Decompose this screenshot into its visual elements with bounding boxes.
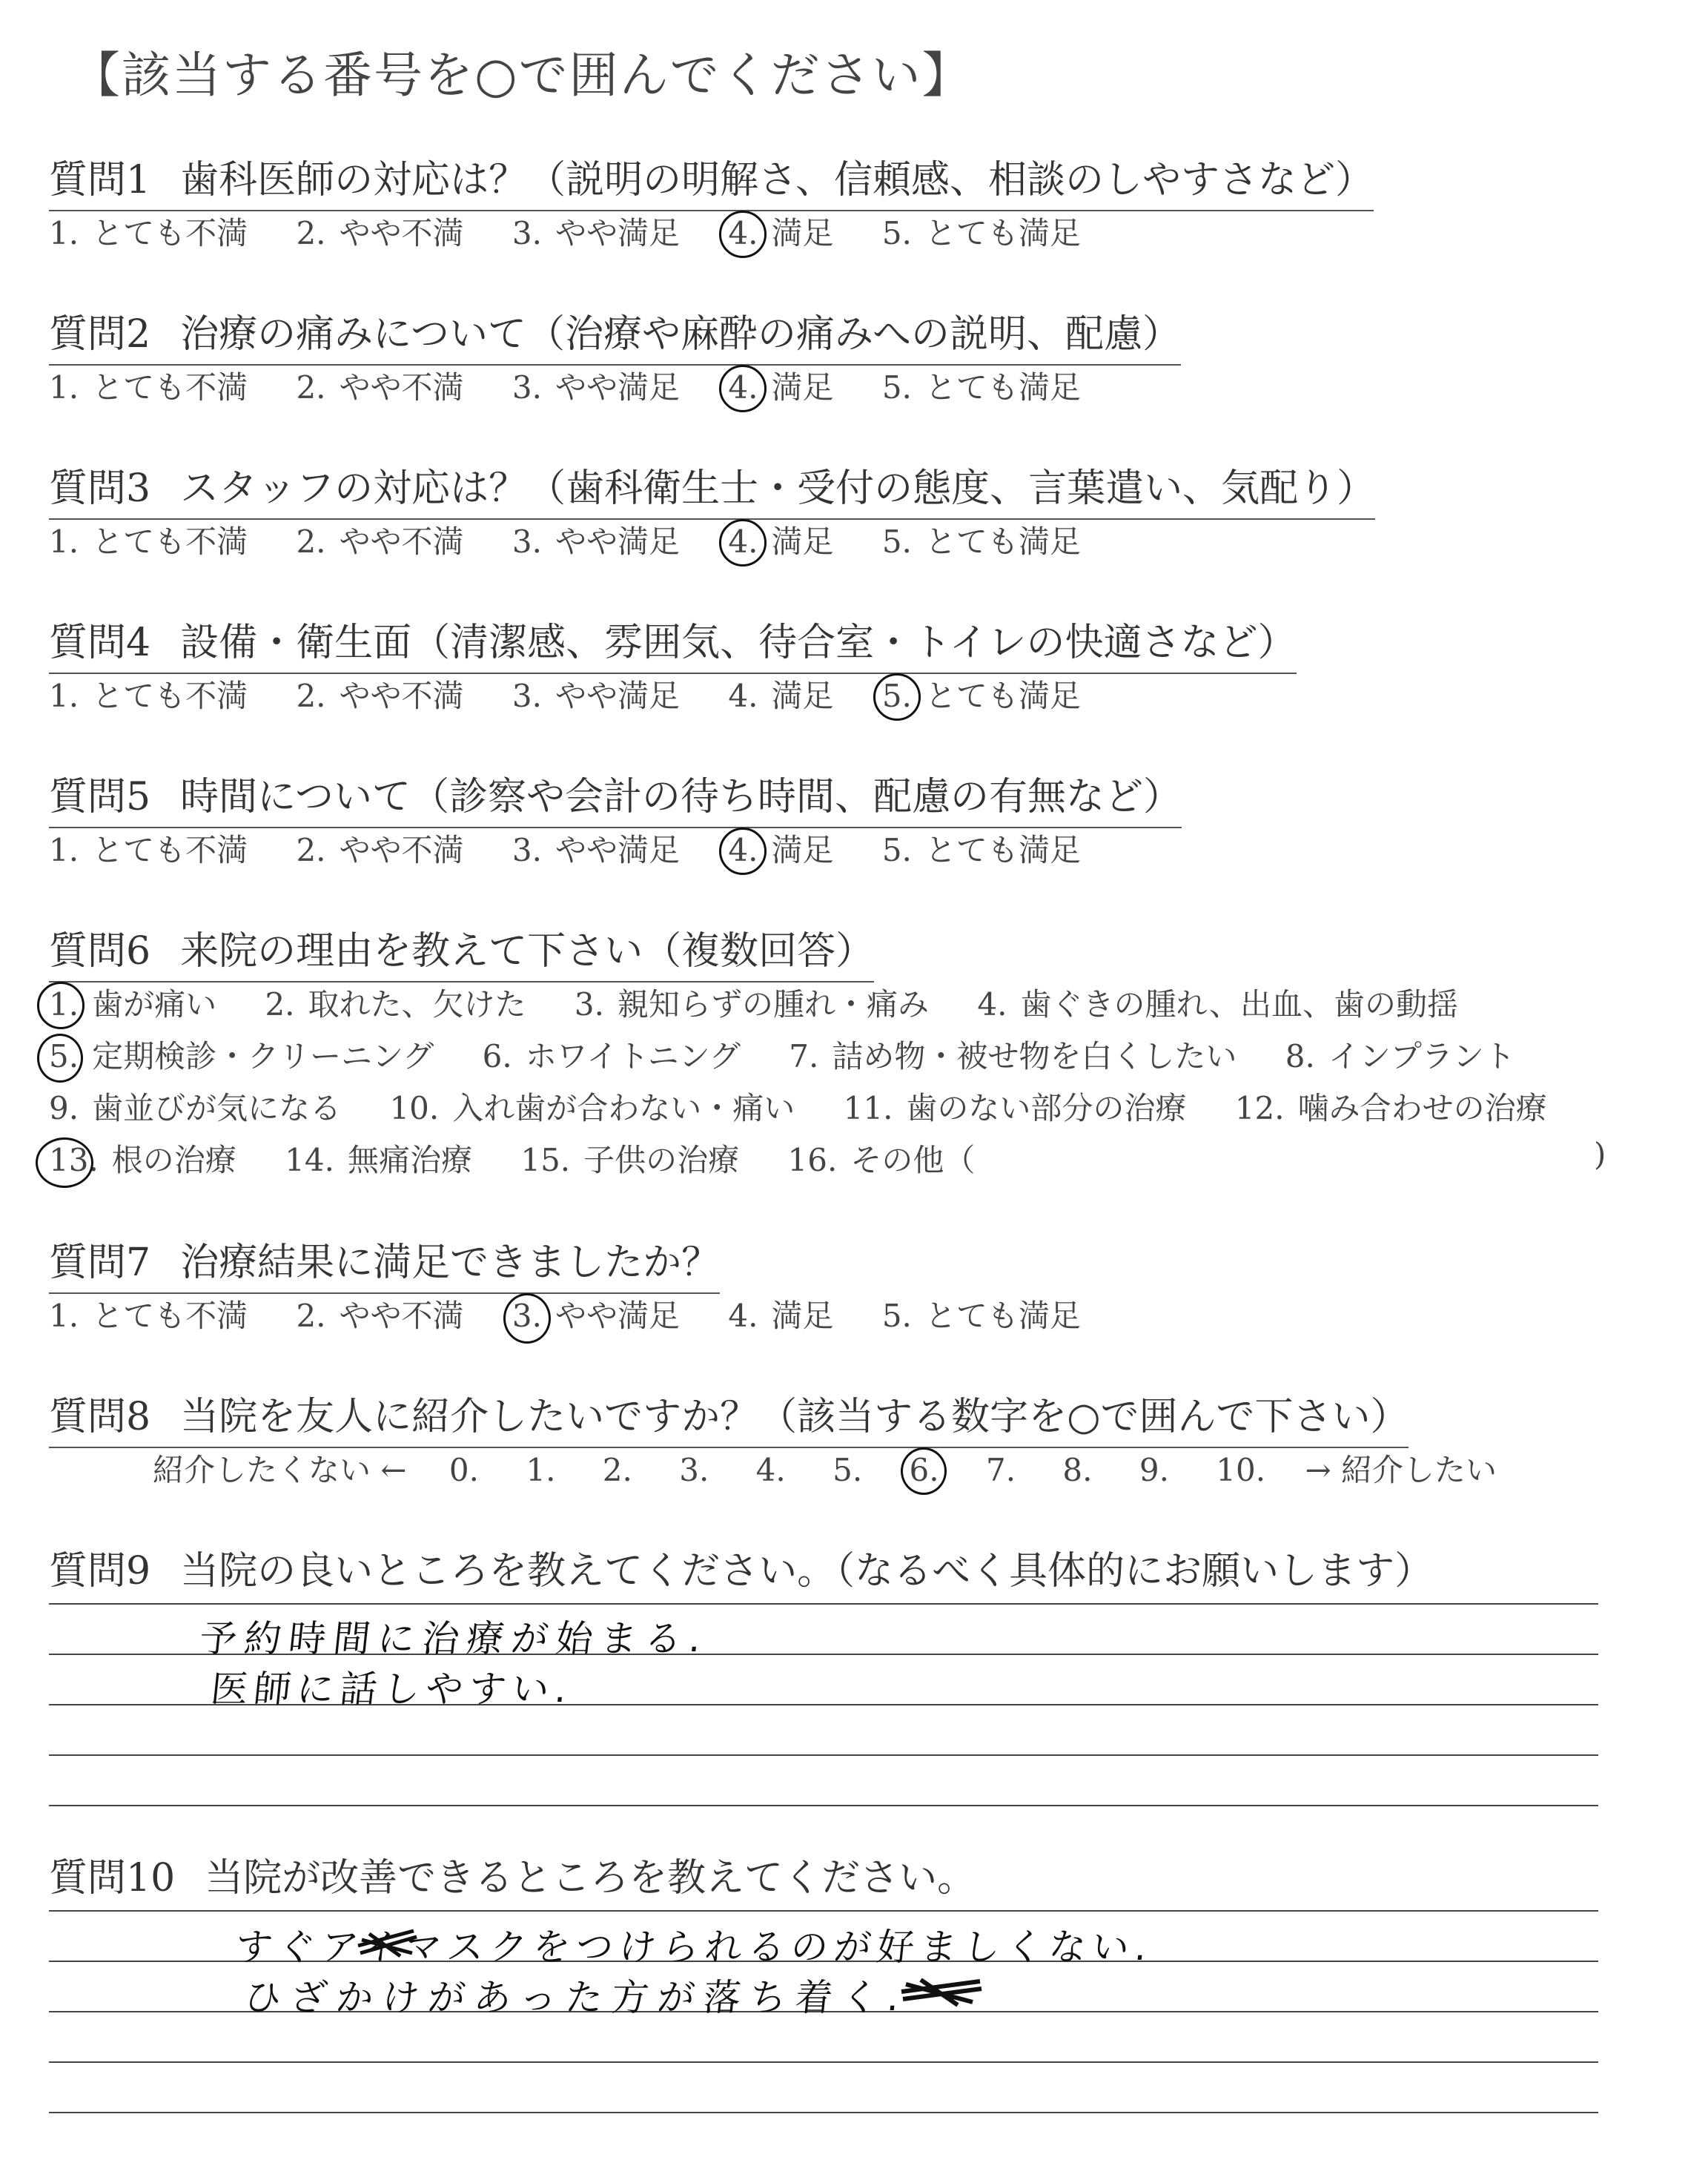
q8-selection-circle	[901, 1447, 947, 1495]
question-7-options	[49, 1292, 1119, 1336]
question-4-heading	[49, 611, 1297, 674]
q2-selection-circle	[719, 365, 767, 412]
answer-line	[49, 2112, 1598, 2113]
q9-answer-line-2: 医師に話しやすい.	[208, 1668, 575, 1711]
question-5-text: 時間について（診察や会計の待ち時間、配慮の有無など）	[180, 775, 1182, 819]
q6-reason-7[interactable]: 7. 詰め物・被せ物を白くしたい	[789, 1038, 1237, 1074]
question-4-number: 質問4	[49, 621, 151, 665]
q6-reason-3[interactable]: 3. 親知らずの腫れ・痛み	[574, 986, 929, 1023]
q2-option-5[interactable]: 5. とても満足	[881, 369, 1081, 406]
question-2-text: 治療の痛みについて（治療や麻酔の痛みへの説明、配慮）	[180, 312, 1182, 357]
q8-left-label: 紹介したくない ←	[153, 1452, 407, 1488]
q4-option-1[interactable]: 1. とても不満	[49, 678, 248, 714]
q6-reason-15[interactable]: 15. 子供の治療	[520, 1142, 740, 1178]
question-6-heading	[49, 919, 874, 982]
question-2-options	[49, 363, 1119, 408]
q8-value-7[interactable]: 7.	[985, 1452, 1016, 1488]
q6-reason-4[interactable]: 4. 歯ぐきの腫れ、出血、歯の動揺	[977, 986, 1458, 1023]
question-7-number: 質問7	[49, 1241, 151, 1285]
q10-answer-line-1: すぐアイマスクをつけられるのが好ましくない.	[233, 1926, 1156, 1969]
answer-line	[49, 1754, 1598, 1756]
q7-option-5[interactable]: 5. とても満足	[881, 1298, 1081, 1334]
q9-answer-line-1: 予約時間に治療が始まる.	[197, 1617, 711, 1660]
q8-value-10[interactable]: 10.	[1216, 1452, 1266, 1488]
q6-reason-10[interactable]: 10. 入れ歯が合わない・痛い	[389, 1090, 795, 1126]
question-4-text: 設備・衛生面（清潔感、雰囲気、待合室・トイレの快適さなど）	[180, 621, 1297, 665]
q6-reason-16[interactable]: 16. その他（	[787, 1142, 976, 1178]
q5-option-3[interactable]: 3. やや満足	[512, 832, 680, 868]
question-8-text: 当院を友人に紹介したいですか？（該当する数字を○で囲んで下さい）	[180, 1395, 1409, 1439]
q8-right-label: → 紹介したい	[1305, 1452, 1497, 1488]
answer-line	[49, 1910, 1598, 1912]
q5-option-1[interactable]: 1. とても不満	[49, 832, 248, 868]
q3-option-1[interactable]: 1. とても不満	[49, 524, 248, 560]
q6-reason-14[interactable]: 14. 無痛治療	[285, 1142, 472, 1178]
question-7-text: 治療結果に満足できましたか？	[180, 1241, 721, 1285]
question-9-text: 当院の良いところを教えてください。（なるべく具体的にお願いします）	[180, 1549, 1434, 1593]
q4-option-4[interactable]: 4. 満足	[728, 678, 834, 714]
q1-option-3[interactable]: 3. やや満足	[512, 215, 680, 251]
question-6-row-2	[49, 1032, 1554, 1077]
q1-option-4[interactable]: 4. 満足	[728, 209, 833, 254]
q2-option-3[interactable]: 3. やや満足	[512, 369, 680, 406]
q8-value-6[interactable]: 6.	[910, 1452, 939, 1488]
q3-option-3[interactable]: 3. やや満足	[512, 524, 680, 560]
question-3-text: スタッフの対応は？（歯科衛生士・受付の態度、言葉遣い、気配り）	[180, 466, 1376, 511]
q3-option-4[interactable]: 4. 満足	[728, 518, 833, 562]
q6-reason-12[interactable]: 12. 噛み合わせの治療	[1234, 1090, 1547, 1126]
q10-answer-line-2: ひざかけがあった方が落ち着く.	[242, 1976, 911, 2019]
q6-reason-11[interactable]: 11. 歯のない部分の治療	[843, 1090, 1187, 1126]
q8-scale	[153, 1446, 1497, 1490]
question-8-number: 質問8	[49, 1395, 151, 1439]
q6-reason-5[interactable]: 5. 定期検診・クリーニング	[49, 1032, 434, 1077]
question-9-heading	[49, 1539, 1433, 1601]
q5-option-5[interactable]: 5. とても満足	[881, 832, 1081, 868]
question-6-row-1	[49, 980, 1497, 1025]
question-6-row-3	[49, 1084, 1586, 1129]
q8-value-3[interactable]: 3.	[679, 1452, 709, 1488]
question-5-number: 質問5	[49, 775, 151, 819]
q4-option-3[interactable]: 3. やや満足	[512, 678, 680, 714]
q7-option-2[interactable]: 2. やや不満	[296, 1298, 464, 1334]
q8-value-8[interactable]: 8.	[1062, 1452, 1093, 1488]
q8-value-4[interactable]: 4.	[755, 1452, 786, 1488]
q7-option-1[interactable]: 1. とても不満	[49, 1298, 248, 1334]
question-1-number: 質問1	[49, 158, 151, 202]
question-8-heading	[49, 1385, 1409, 1448]
q6-other-close-paren: )	[1594, 1136, 1606, 1172]
q1-option-2[interactable]: 2. やや不満	[296, 215, 464, 251]
q3-option-2[interactable]: 2. やや不満	[296, 524, 464, 560]
question-5-heading	[49, 765, 1182, 828]
q5-selection-circle	[719, 828, 767, 875]
q6-selection-circle-5	[37, 1034, 83, 1083]
question-6-row-4	[49, 1136, 1013, 1180]
q6-reason-13[interactable]: 13. 根の治療	[49, 1136, 236, 1180]
question-10-text: 当院が改善できるところを教えてください。	[205, 1856, 976, 1900]
question-2-heading	[49, 303, 1181, 366]
question-2-number: 質問2	[49, 312, 151, 357]
q6-reason-8[interactable]: 8. インプラント	[1285, 1038, 1515, 1074]
q4-selection-circle	[873, 673, 921, 721]
q5-option-4[interactable]: 4. 満足	[728, 826, 833, 871]
question-9-number: 質問9	[49, 1549, 151, 1593]
q6-reason-1[interactable]: 1. 歯が痛い	[49, 980, 216, 1025]
q2-option-2[interactable]: 2. やや不満	[296, 369, 464, 406]
q8-value-5[interactable]: 5.	[833, 1452, 863, 1488]
question-6-text: 来院の理由を教えて下さい（複数回答）	[180, 929, 875, 974]
q1-option-1[interactable]: 1. とても不満	[49, 215, 248, 251]
q2-option-4[interactable]: 4. 満足	[728, 363, 833, 408]
q1-option-5[interactable]: 5. とても満足	[881, 215, 1081, 251]
q8-value-1[interactable]: 1.	[526, 1452, 556, 1488]
q5-option-2[interactable]: 2. やや不満	[296, 832, 464, 868]
q1-selection-circle	[719, 211, 767, 258]
q3-option-5[interactable]: 5. とても満足	[881, 524, 1081, 560]
answer-line	[49, 1603, 1598, 1605]
q8-value-2[interactable]: 2.	[602, 1452, 632, 1488]
q8-value-9[interactable]: 9.	[1139, 1452, 1169, 1488]
question-10-heading	[49, 1846, 976, 1908]
q6-selection-circle-1	[37, 982, 85, 1029]
question-1-text: 歯科医師の対応は？（説明の明解さ、信頼感、相談のしやすさなど）	[180, 158, 1374, 202]
question-3-options	[49, 518, 1119, 562]
q6-selection-circle-13	[36, 1137, 93, 1188]
answer-line	[49, 2061, 1598, 2063]
q4-option-2[interactable]: 2. やや不満	[296, 678, 464, 714]
question-3-heading	[49, 457, 1375, 520]
question-6-number: 質問6	[49, 929, 151, 974]
question-1-options	[49, 209, 1119, 254]
question-1-heading	[49, 148, 1374, 211]
q7-selection-circle	[503, 1293, 551, 1344]
q6-reason-9[interactable]: 9. 歯並びが気になる	[49, 1090, 342, 1126]
question-10-number: 質問10	[49, 1856, 176, 1900]
q4-option-5[interactable]: 5. とても満足	[882, 672, 1081, 716]
q2-option-1[interactable]: 1. とても不満	[49, 369, 248, 406]
q3-selection-circle	[719, 519, 767, 567]
q7-option-3[interactable]: 3. やや満足	[512, 1292, 680, 1336]
page-title: 【該当する番号を○で囲んでください】	[71, 47, 973, 104]
scribble-strikeout-mark	[354, 1923, 421, 1961]
q6-reason-2[interactable]: 2. 取れた、欠けた	[265, 986, 526, 1023]
q7-option-4[interactable]: 4. 満足	[728, 1298, 834, 1334]
question-4-options	[49, 672, 1119, 716]
q8-value-0[interactable]: 0.	[448, 1452, 479, 1488]
question-5-options	[49, 826, 1119, 871]
answer-line	[49, 1805, 1598, 1806]
q6-reason-6[interactable]: 6. ホワイトニング	[482, 1038, 741, 1074]
question-7-heading	[49, 1231, 720, 1294]
question-3-number: 質問3	[49, 466, 151, 511]
scribble-strikeout-mark	[898, 1972, 987, 2009]
